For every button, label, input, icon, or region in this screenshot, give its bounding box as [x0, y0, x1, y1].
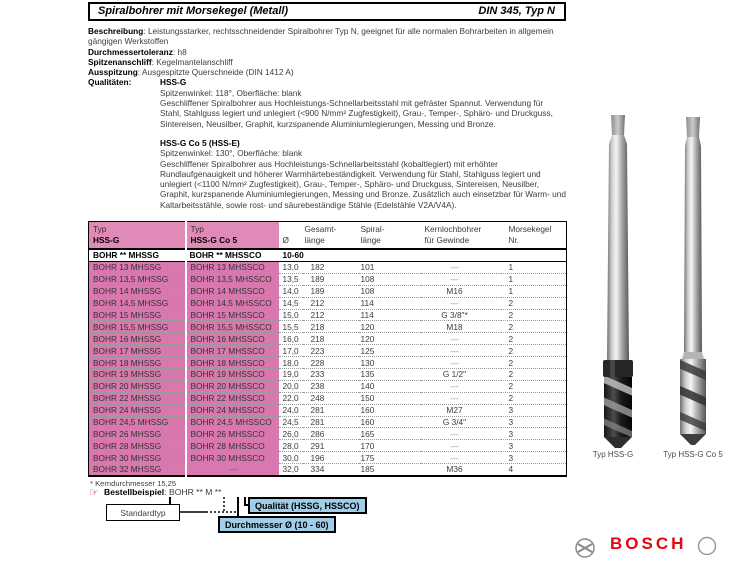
cell-hssg: BOHR 22 MHSSG	[89, 392, 186, 404]
description-line: Ausspitzung: Ausgespitzte Querschneide (DIN 1412 A)	[88, 67, 294, 78]
cell-thread: M18	[421, 321, 501, 333]
cell-d: 15,5	[279, 321, 303, 333]
cell-hssco: BOHR 15,5 MHSSCO	[186, 321, 279, 333]
cell-morse: 1	[501, 273, 567, 285]
cell-spiral: 160	[359, 404, 421, 416]
cell-spiral: 150	[359, 392, 421, 404]
cell-hssco: BOHR 20 MHSSCO	[186, 380, 279, 392]
cell-d: 24,5	[279, 416, 303, 428]
cell-d: 26,0	[279, 428, 303, 440]
diameter-box: Durchmesser Ø (10 - 60)	[218, 516, 336, 533]
cell-total: 248	[303, 392, 359, 404]
page-title: Spiralbohrer mit Morsekegel (Metall)	[98, 5, 289, 17]
cell-hssg: BOHR 13,5 MHSSG	[89, 273, 186, 285]
cell-spiral: 108	[359, 285, 421, 297]
cell-d: 13,5	[279, 273, 303, 285]
cell-total: 223	[303, 345, 359, 357]
cell-spiral: 175	[359, 452, 421, 464]
cell-hssg: BOHR 15,5 MHSSG	[89, 321, 186, 333]
cell-total: 238	[303, 380, 359, 392]
din-standard-label: DIN 345, Typ N	[478, 5, 555, 17]
table-row	[89, 357, 567, 369]
brand-name: BOSCH	[610, 534, 687, 553]
cell-morse: 2	[501, 392, 567, 404]
cell-morse: 2	[501, 357, 567, 369]
cell-d: 19,0	[279, 369, 303, 381]
cell-thread: ---	[421, 297, 501, 309]
cell-hssco: BOHR 19 MHSSCO	[186, 369, 279, 381]
cell-total: 334	[310, 464, 325, 475]
cell-hssg: BOHR 14 MHSSG	[89, 285, 186, 297]
caption-hssco: Typ HSS-G Co 5	[663, 450, 723, 459]
table-row	[89, 416, 567, 428]
cell-thread: ---	[421, 452, 501, 464]
cell-morse: 2	[501, 369, 567, 381]
cell-morse: 2	[501, 309, 567, 321]
cell-d: 32,0	[282, 464, 299, 475]
cell-hssco: BOHR 16 MHSSCO	[186, 333, 279, 345]
table-row	[89, 392, 567, 404]
cell-d: 20,0	[279, 380, 303, 392]
order-example-code: : BOHR ** M **	[164, 487, 222, 497]
cell-morse: 2	[501, 297, 567, 309]
cell-hssco: ---	[186, 464, 279, 476]
order-example-label: Bestellbeispiel	[104, 487, 165, 497]
cell-d: 16,0	[279, 333, 303, 345]
cell-spiral: 135	[359, 369, 421, 381]
table-header-row	[89, 222, 567, 249]
cell-thread: G 3/4"	[421, 416, 501, 428]
cell-hssg: BOHR 19 MHSSG	[89, 369, 186, 381]
table-row	[89, 440, 567, 452]
col-header-diameter: Ø	[282, 234, 289, 245]
drill-image-hssg	[591, 112, 645, 450]
cell-d: 15,0	[279, 309, 303, 321]
cell-hssg: BOHR 18 MHSSG	[89, 357, 186, 369]
cell-total: 182	[303, 262, 359, 274]
table-row	[89, 309, 567, 321]
table-row	[89, 285, 567, 297]
cell-hssg: BOHR 24 MHSSG	[89, 404, 186, 416]
cell-spiral: 165	[359, 428, 421, 440]
cell-spiral: 120	[359, 333, 421, 345]
cell-spiral: 170	[359, 440, 421, 452]
table-row	[89, 273, 567, 285]
cell-spiral: 185	[360, 464, 375, 475]
table-subheader-row	[89, 249, 567, 262]
col-header-thread: Kernlochbohrer für Gewinde	[424, 223, 482, 245]
cell-thread: ---	[421, 262, 501, 274]
cell-hssco: BOHR 24,5 MHSSCO	[186, 416, 279, 428]
cell-total: 189	[303, 273, 359, 285]
description-line: Durchmessertoleranz: h8	[88, 46, 187, 57]
cell-spiral: 120	[359, 321, 421, 333]
bosch-armature-icon	[572, 535, 598, 561]
cell-thread: ---	[421, 428, 501, 440]
cell-morse: 2	[501, 345, 567, 357]
cell-d: 30,0	[279, 452, 303, 464]
cell-hssco: BOHR 17 MHSSCO	[186, 345, 279, 357]
cell-morse: 3	[501, 440, 567, 452]
cell-total: 233	[303, 369, 359, 381]
cell-thread: G 3/8"*	[421, 309, 501, 321]
cell-spiral: 125	[359, 345, 421, 357]
cell-hssg: BOHR 30 MHSSG	[89, 452, 186, 464]
cell-hssco: BOHR 28 MHSSCO	[186, 440, 279, 452]
subheader-diameter-range: 10-60	[279, 249, 303, 262]
cell-spiral: 101	[359, 262, 421, 274]
footnote: * Kerndurchmesser 15,25	[90, 479, 177, 488]
cell-hssg: BOHR 28 MHSSG	[89, 440, 186, 452]
subheader-hssco-code: BOHR ** MHSSCO	[186, 249, 279, 262]
cell-hssco: BOHR 22 MHSSCO	[186, 392, 279, 404]
cell-hssg: BOHR 17 MHSSG	[89, 345, 186, 357]
table-row	[89, 262, 567, 274]
cell-hssco: BOHR 13,5 MHSSCO	[186, 273, 279, 285]
quality-text: Geschliffener Spiralbohrer aus Hochleistungs-Schnellarbeitsstahl mit gefräster Spannut. Verwendung für Stahl, Stahlguss legiert und unlegiert (<900 N/mm² Zugfestigkeit), Grau-, Temper-, Sphäro- und Druckguss, Sintereisen, Neusilber, Graphit, kurzspanende Aluminiumlegierungen, Messing und Bronze.	[160, 98, 553, 129]
quality-name: HSS-G Co 5 (HSS-E)	[160, 137, 240, 148]
cell-d: 17,0	[279, 345, 303, 357]
cell-spiral: 130	[359, 357, 421, 369]
cell-thread: M27	[421, 404, 501, 416]
cell-hssco: BOHR 15 MHSSCO	[186, 309, 279, 321]
cell-d: 28,0	[279, 440, 303, 452]
cell-hssco: BOHR 26 MHSSCO	[186, 428, 279, 440]
product-table	[88, 221, 567, 477]
cell-morse: 1	[501, 262, 567, 274]
cell-thread: ---	[421, 345, 501, 357]
cell-morse: 2	[501, 333, 567, 345]
cell-hssco: BOHR 24 MHSSCO	[186, 404, 279, 416]
cell-thread: ---	[421, 440, 501, 452]
cell-thread: ---	[421, 392, 501, 404]
cell-hssg: BOHR 14,5 MHSSG	[89, 297, 186, 309]
cell-spiral: 140	[359, 380, 421, 392]
cell-spiral: 114	[359, 297, 421, 309]
cell-morse: 2	[501, 321, 567, 333]
table-row	[89, 380, 567, 392]
description-block	[88, 26, 566, 210]
table-row	[89, 297, 567, 309]
cell-morse: 4	[508, 464, 514, 475]
table-row	[89, 345, 567, 357]
col-header-hssco: Typ HSS-G Co 5	[186, 222, 279, 249]
footer-logo	[568, 533, 740, 573]
cell-thread: ---	[421, 380, 501, 392]
page-title-bar	[88, 2, 566, 21]
cell-thread: M36	[446, 464, 463, 475]
cell-thread: ---	[421, 333, 501, 345]
pointing-hand-icon: ☞	[89, 487, 99, 499]
cell-d: 14,0	[279, 285, 303, 297]
drill-image-hssco	[666, 114, 720, 446]
qualities-content	[160, 77, 566, 210]
quality-box: Qualität (HSSG, HSSCO)	[248, 497, 367, 514]
cell-hssco: BOHR 13 MHSSCO	[186, 262, 279, 274]
cell-hssco: BOHR 14 MHSSCO	[186, 285, 279, 297]
description-line: Spitzenanschliff: Kegelmantelanschliff	[88, 56, 233, 67]
qualities-section	[88, 77, 566, 210]
quality-spec: Spitzenwinkel: 118°, Oberfläche: blank	[160, 87, 302, 98]
table-row	[89, 333, 567, 345]
cell-total: 281	[303, 404, 359, 416]
description-line: Beschreibung: Leistungsstarker, rechtsschneidender Spiralbohrer Typ N, geeignet für alle normalen Bohrarbeiten in allgemein gängigen Werkstoffen	[88, 26, 554, 47]
cell-thread: M16	[421, 285, 501, 297]
quality-name: HSS-G	[160, 77, 187, 88]
cell-total: 218	[303, 321, 359, 333]
cell-spiral: 160	[359, 416, 421, 428]
cell-d: 13,0	[279, 262, 303, 274]
cell-total: 291	[303, 440, 359, 452]
table-row	[89, 464, 567, 476]
cell-total: 286	[303, 428, 359, 440]
col-header-spiral-length: Spiral- länge	[360, 223, 385, 245]
standard-type-box: Standardtyp	[106, 504, 180, 521]
cell-d: 22,0	[279, 392, 303, 404]
seal-icon	[696, 535, 718, 557]
cell-thread: ---	[421, 357, 501, 369]
table-row	[89, 428, 567, 440]
table-row	[89, 452, 567, 464]
col-header-hssg: Typ HSS-G	[89, 222, 186, 249]
cell-d: 18,0	[279, 357, 303, 369]
cell-hssg: BOHR 15 MHSSG	[89, 309, 186, 321]
cell-hssg: BOHR 26 MHSSG	[89, 428, 186, 440]
cell-hssg: BOHR 24,5 MHSSG	[89, 416, 186, 428]
col-header-total-length: Gesamt- länge	[304, 223, 337, 245]
subheader-hssg-code: BOHR ** MHSSG	[89, 249, 186, 262]
cell-d: 14,5	[279, 297, 303, 309]
cell-total: 212	[303, 297, 359, 309]
cell-spiral: 108	[359, 273, 421, 285]
quality-text: Geschliffener Spiralbohrer aus Hochleistungs-Schnellarbeitsstahl (kobaltlegiert) mit erhöhter Rundlaufgenauigkeit und höherer Warmhärtebeständigkeit. Verwendung für Stahl, Stahlguss legiert und unlegiert (<1100 N/mm² Zugfestigkeit), Grau-, Temper-, Sphäro- und Druckguss, Sintereisen, Neusilber, Graphit, kurzspanende Aluminiumlegierungen, Messing und Bronze. Zusätzlich auch einsetzbar für Warm- und Kaltarbeitsstähle, sowie rost- und säurebeständige Stähle (Edelstähle V2A/V4A).	[160, 158, 566, 210]
cell-total: 281	[303, 416, 359, 428]
table-row	[89, 404, 567, 416]
cell-thread: ---	[421, 273, 501, 285]
cell-hssco: BOHR 30 MHSSCO	[186, 452, 279, 464]
quality-spec: Spitzenwinkel: 130°, Oberfläche: blank	[160, 148, 303, 159]
cell-morse: 3	[501, 416, 567, 428]
cell-hssco: BOHR 18 MHSSCO	[186, 357, 279, 369]
cell-spiral: 114	[359, 309, 421, 321]
cell-hssg: BOHR 16 MHSSG	[89, 333, 186, 345]
cell-morse: 3	[501, 452, 567, 464]
cell-total: 212	[303, 309, 359, 321]
cell-thread: G 1/2"	[421, 369, 501, 381]
cell-hssco: BOHR 14,5 MHSSCO	[186, 297, 279, 309]
cell-d: 24,0	[279, 404, 303, 416]
cell-hssg: BOHR 13 MHSSG	[89, 262, 186, 274]
cell-morse: 3	[501, 404, 567, 416]
cell-hssg: BOHR 20 MHSSG	[89, 380, 186, 392]
col-header-morse: Morsekegel Nr.	[508, 223, 552, 245]
cell-morse: 1	[501, 285, 567, 297]
table-row	[89, 321, 567, 333]
caption-hssg: Typ HSS-G	[592, 450, 634, 459]
cell-total: 189	[303, 285, 359, 297]
cell-morse: 2	[501, 380, 567, 392]
cell-total: 196	[303, 452, 359, 464]
cell-total: 228	[303, 357, 359, 369]
cell-hssg: BOHR 32 MHSSG	[89, 464, 186, 476]
table-row	[89, 369, 567, 381]
qualities-label: Qualitäten:	[88, 77, 132, 88]
cell-total: 218	[303, 333, 359, 345]
cell-morse: 3	[501, 428, 567, 440]
